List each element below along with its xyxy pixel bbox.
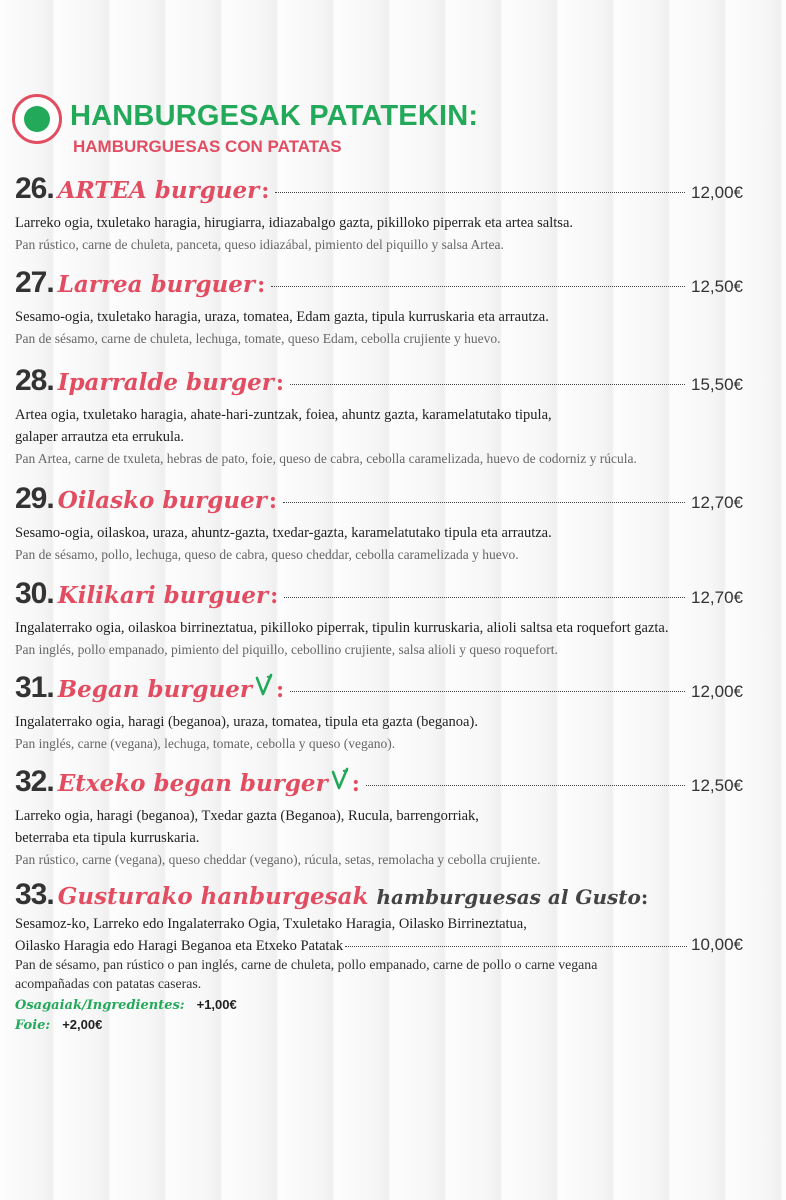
item-description-es: Pan rústico, carne (vegana), queso cheddar (vegano), rúcula, setas, remolacha y cebolla crujiente. — [15, 852, 541, 867]
item-description-eu: Sesamo-ogia, txuletako haragia, uraza, tomatea, Edam gazta, tipula kurruskaria eta arrautza. — [15, 309, 549, 325]
item-description-es: Pan de sésamo, carne de chuleta, lechuga, tomate, queso Edam, cebolla crujiente y huevo. — [15, 331, 501, 346]
item-name: Kilikari burguer — [57, 582, 269, 609]
item-description-es: Pan Artea, carne de txuleta, hebras de pato, foie, queso de cabra, cebolla caramelizada, huevo de codorniz y rúcula. — [15, 451, 637, 466]
item-description-es: Pan de sésamo, pollo, lechuga, queso de cabra, queso cheddar, cebolla caramelizada y huevo. — [15, 547, 519, 562]
item-number: 32. — [15, 765, 54, 798]
item-number: 29. — [15, 482, 54, 515]
vegan-leaf-icon — [330, 767, 350, 791]
menu-item-30: 30. Kilikari burguer : 12,70€ Ingalaterrako ogia, oilaskoa birrineztatua, pikilloko piperrak, tipulin kurruskaria, alioli saltsa eta roquefort gazta. Pan inglés, pollo empanado, pimiento del piquillo, cebollino crujiente, salsa alioli y queso roquefort. — [15, 577, 743, 661]
dot-leader — [290, 384, 685, 385]
item-name: Etxeko began burger — [57, 770, 328, 797]
item-price: 12,50€ — [691, 277, 743, 296]
item-description-eu: Ingalaterrako ogia, haragi (beganoa), uraza, tomatea, tipula eta gazta (beganoa). — [15, 714, 478, 730]
item-name: ARTEA burguer — [57, 177, 260, 204]
menu-item-33: 33. Gusturako hanburgesak hamburguesas al Gusto : Sesamoz-ko, Larreko edo Ingalaterrako Ogia, Txuletako Haragia, Oilasko Birrineztatua, Oilasko Haragia edo Haragi Beganoa eta Etxeko Patatak 10,00€ Pan de sésamo, pan rústico o pan inglés, carne de chuleta, pollo empanado, carne de pollo o carne vegana acompañadas con patatas caseras. Osagaiak/Ingredientes: +1,00€ Foie: +2,00€ — [15, 878, 743, 1033]
item-description-es: Pan rústico, carne de chuleta, panceta, queso idiazábal, pimiento del piquillo y salsa Artea. — [15, 237, 504, 252]
item-description-eu: Artea ogia, txuletako haragia, ahate-hari-zuntzak, foiea, ahuntz gazta, karamelatutako tipula, — [15, 407, 552, 423]
logo-circle-icon — [12, 94, 62, 144]
item-description-eu: Larreko ogia, txuletako haragia, hirugiarra, idiazabalgo gazta, pikilloko piperrak eta artea saltsa. — [15, 215, 574, 231]
menu-item-28: 28. Iparralde burger : 15,50€ Artea ogia, txuletako haragia, ahate-hari-zuntzak, foiea, ahuntz gazta, karamelatutako tipula, galaper arrautza eta errukula. Pan Artea, carne de txuleta, hebras de pato, foie, queso de cabra, cebolla caramelizada, huevo de codorniz y rúcula. — [15, 364, 743, 470]
item-name-es: hamburguesas al Gusto — [376, 885, 641, 909]
item-name: Iparralde burger — [57, 369, 274, 396]
extras-list — [15, 995, 743, 1035]
vegan-leaf-icon — [254, 673, 274, 697]
item-description-es: Pan de sésamo, pan rústico o pan inglés, carne de chuleta, pollo empanado, carne de pollo o carne vegana — [15, 957, 598, 972]
item-description-eu-cont: Oilasko Haragia edo Haragi Beganoa eta Etxeko Patatak — [15, 938, 344, 954]
extra-price: +1,00€ — [196, 997, 237, 1012]
item-description-es: Pan inglés, carne (vegana), lechuga, tomate, cebolla y queso (vegano). — [15, 736, 396, 751]
dot-leader — [275, 192, 685, 193]
item-name: Gusturako hanburgesak — [57, 883, 369, 910]
item-description-eu-cont: galaper arrautza eta errukula. — [15, 429, 185, 445]
extra-foie: Foie: +2,00€ — [15, 1017, 103, 1033]
item-price: 12,00€ — [691, 682, 743, 701]
section-subtitle: HAMBURGUESAS CON PATATAS — [73, 137, 342, 156]
section-title: HANBURGESAK PATATEKIN: — [70, 100, 479, 132]
item-description-eu-cont: beterraba eta tipula kurruskaria. — [15, 830, 200, 846]
menu-item-29: 29. Oilasko burguer : 12,70€ Sesamo-ogia, oilaskoa, uraza, ahuntz-gazta, txedar-gazta, karamelatutako tipula eta arrautza. Pan de sésamo, pollo, lechuga, queso de cabra, queso cheddar, cebolla caramelizada y huevo. — [15, 482, 743, 566]
item-description-eu: Sesamo-ogia, oilaskoa, uraza, ahuntz-gazta, txedar-gazta, karamelatutako tipula eta arrautza. — [15, 525, 552, 541]
dot-leader — [345, 946, 687, 947]
dot-leader — [284, 597, 685, 598]
menu-item-32: 32. Etxeko began burger : 12,50€ Larreko ogia, haragi (beganoa), Txedar gazta (Beganoa), Rucula, barrengorriak, beterraba eta tipula kurruskaria. Pan rústico, carne (vegana), queso cheddar (vegano), rúcula, setas, remolacha y cebolla crujiente. — [15, 765, 743, 871]
menu-item-31: 31. Began burguer : 12,00€ Ingalaterrako ogia, haragi (beganoa), uraza, tomatea, tipula eta gazta (beganoa). Pan inglés, carne (vegana), lechuga, tomate, cebolla y queso (vegano). — [15, 671, 743, 755]
dot-leader — [283, 502, 685, 503]
item-price-row — [15, 935, 743, 955]
item-name: Began burguer — [57, 676, 252, 703]
item-price: 12,00€ — [691, 183, 743, 202]
item-number: 33. — [15, 878, 54, 911]
item-number: 31. — [15, 671, 54, 704]
item-price: 12,50€ — [691, 776, 743, 795]
dot-leader — [290, 691, 685, 692]
extra-ingredients: Osagaiak/Ingredientes: +1,00€ — [15, 997, 237, 1013]
item-number: 30. — [15, 577, 54, 610]
item-price: 10,00€ — [691, 935, 743, 954]
item-description-eu: Sesamoz-ko, Larreko edo Ingalaterrako Ogia, Txuletako Haragia, Oilasko Birrineztatua, — [15, 916, 527, 932]
item-price: 12,70€ — [691, 588, 743, 607]
item-number: 26. — [15, 172, 54, 205]
item-number: 28. — [15, 364, 54, 397]
extra-label: Foie — [15, 1018, 46, 1033]
menu-item-26: 26. ARTEA burguer : 12,00€ Larreko ogia, txuletako haragia, hirugiarra, idiazabalgo gazta, pikilloko piperrak eta artea saltsa. Pan rústico, carne de chuleta, panceta, queso idiazábal, pimiento del piquillo y salsa Artea. — [15, 172, 743, 256]
item-number: 27. — [15, 266, 54, 299]
item-description-es: Pan inglés, pollo empanado, pimiento del piquillo, cebollino crujiente, salsa alioli y queso roquefort. — [15, 642, 558, 657]
item-price: 15,50€ — [691, 375, 743, 394]
item-name: Larrea burguer — [57, 271, 256, 298]
extra-price: +2,00€ — [62, 1017, 103, 1032]
item-name: Oilasko burguer — [57, 487, 267, 514]
item-description-eu: Ingalaterrako ogia, oilaskoa birrineztatua, pikilloko piperrak, tipulin kurruskaria, alioli saltsa eta roquefort gazta. — [15, 620, 669, 636]
item-description-es-cont: acompañadas con patatas caseras. — [15, 976, 202, 991]
extra-label: Osagaiak/Ingredientes — [15, 998, 180, 1013]
item-description-eu: Larreko ogia, haragi (beganoa), Txedar gazta (Beganoa), Rucula, barrengorriak, — [15, 808, 479, 824]
dot-leader — [271, 286, 685, 287]
dot-leader — [366, 785, 685, 786]
menu-item-27: 27. Larrea burguer : 12,50€ Sesamo-ogia, txuletako haragia, uraza, tomatea, Edam gazta, tipula kurruskaria eta arrautza. Pan de sésamo, carne de chuleta, lechuga, tomate, queso Edam, cebolla crujiente y huevo. — [15, 266, 743, 350]
item-price: 12,70€ — [691, 493, 743, 512]
